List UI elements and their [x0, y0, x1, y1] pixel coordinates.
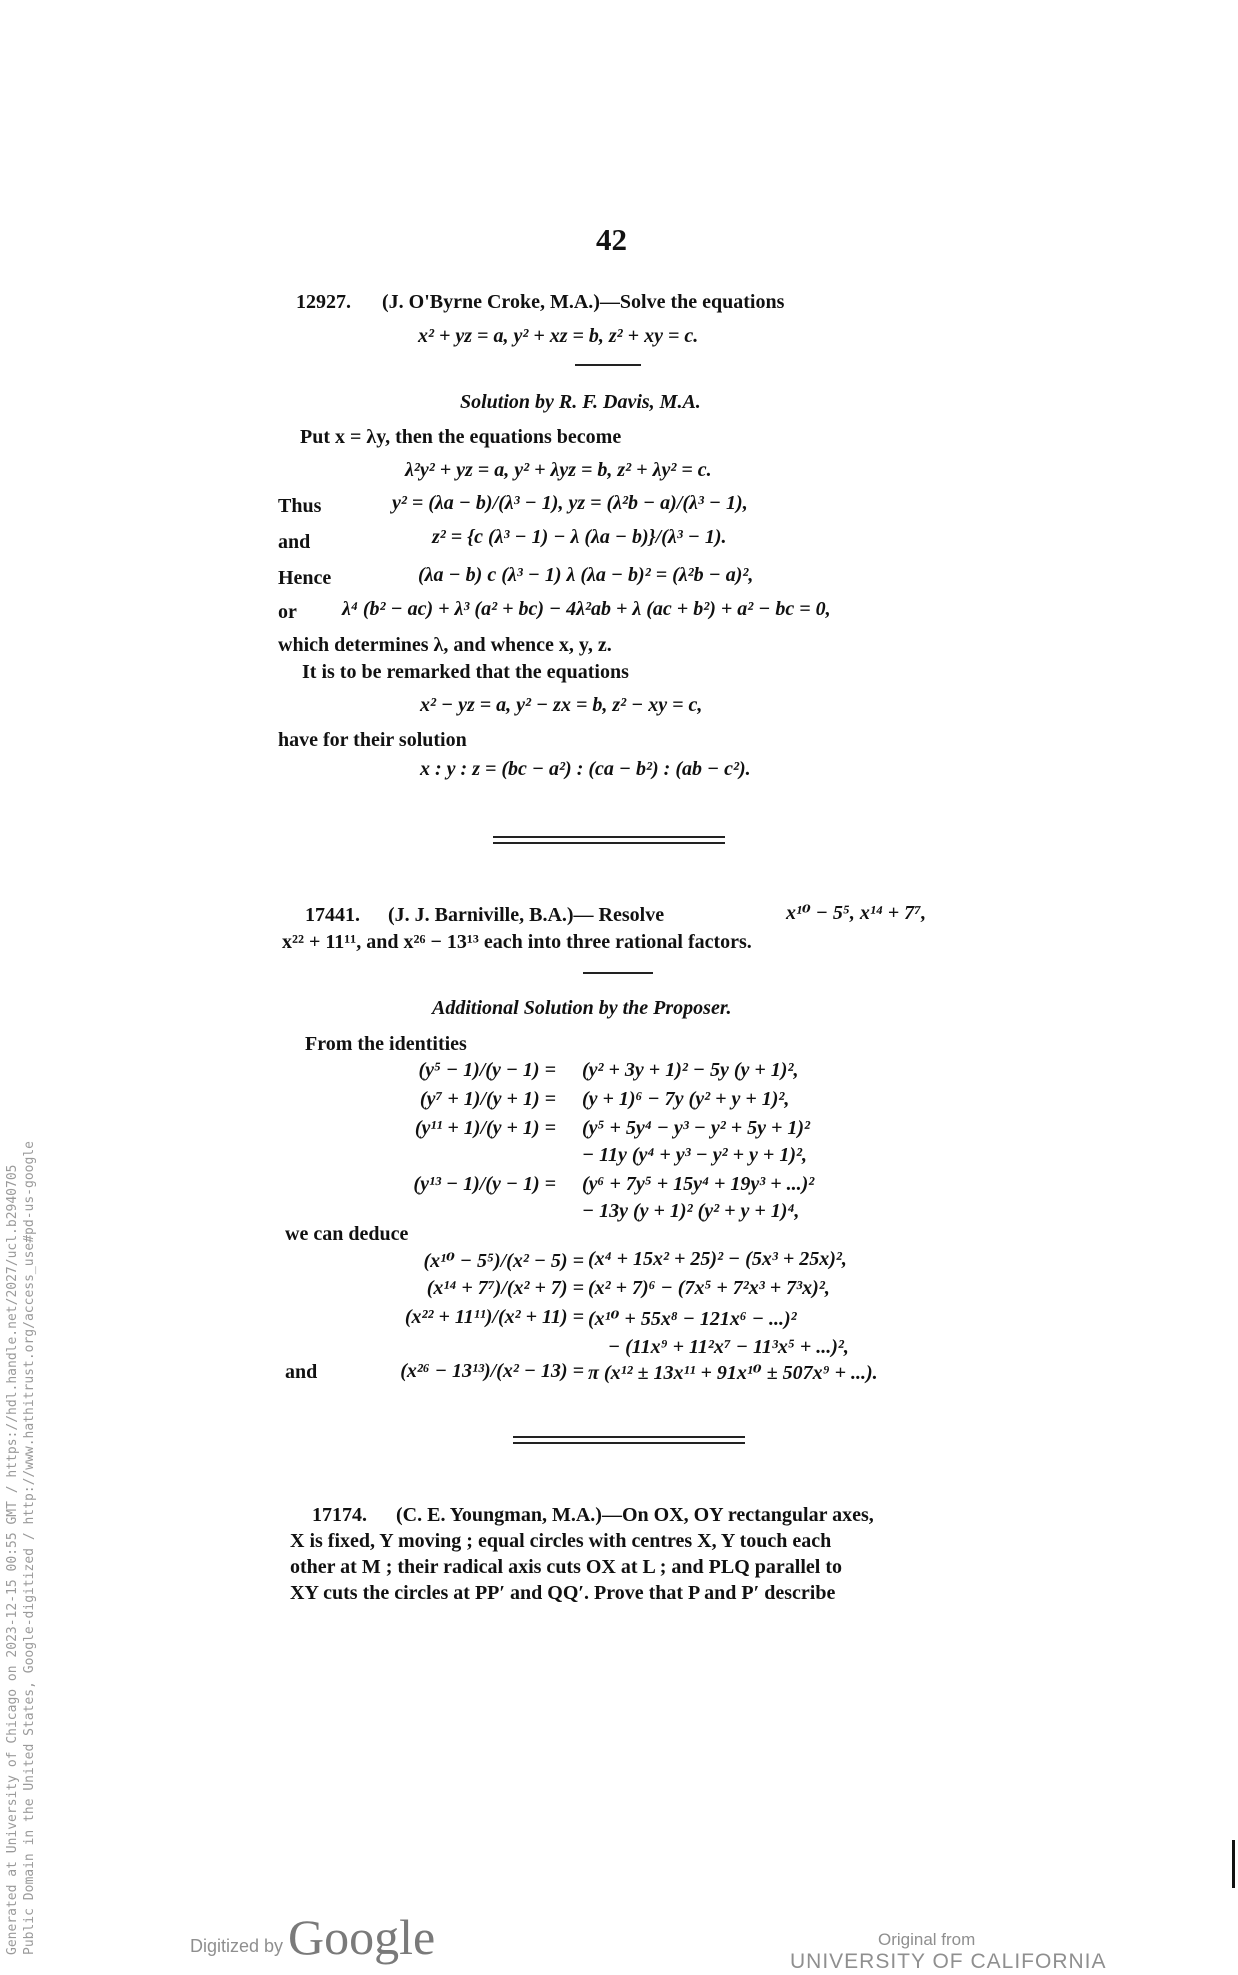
digitized-by-label: Digitized by	[190, 1936, 284, 1956]
text-line: It is to be remarked that the equations	[302, 661, 629, 683]
equation: λ⁴ (b² − ac) + λ³ (a² + bc) − 4λ²ab + λ (ac + b²) + a² − bc = 0,	[342, 598, 831, 620]
double-rule-bottom	[513, 1442, 745, 1444]
identity-rhs: − 13y (y + 1)² (y² + y + 1)⁴,	[582, 1200, 800, 1222]
original-from-label: Original from	[878, 1930, 976, 1949]
text-line: we can deduce	[285, 1223, 409, 1245]
identity-rhs: (y + 1)⁶ − 7y (y² + y + 1)²,	[582, 1088, 790, 1110]
equation: x² − yz = a, y² − zx = b, z² − xy = c,	[420, 694, 703, 716]
equation: (λa − b) c (λ³ − 1) λ (λa − b)² = (λ²b − a)²,	[418, 564, 754, 586]
label-thus: Thus	[278, 495, 322, 517]
problem-line: X is fixed, Y moving ; equal circles with centres X, Y touch each	[290, 1530, 832, 1552]
label-or: or	[278, 601, 297, 623]
google-logo: Google	[288, 1909, 436, 1965]
identity-lhs: (y⁵ − 1)/(y − 1) =	[418, 1059, 556, 1081]
deduction-rhs: − (11x⁹ + 11²x⁷ − 11³x⁵ + ...)²,	[608, 1336, 849, 1358]
identity-lhs: (y¹¹ + 1)/(y + 1) =	[414, 1117, 556, 1139]
scan-edge-mark	[1232, 1840, 1235, 1888]
identity-rhs: (y⁶ + 7y⁵ + 15y⁴ + 19y³ + ...)²	[582, 1173, 815, 1195]
text-line: Put x = λy, then the equations become	[300, 426, 622, 448]
text-line: From the identities	[305, 1033, 467, 1055]
problem-equations: x² + yz = a, y² + xz = b, z² + xy = c.	[418, 325, 699, 347]
deduction-lhs: (x²² + 11¹¹)/(x² + 11) =	[404, 1306, 584, 1328]
identity-lhs: (y⁷ + 1)/(y + 1) =	[419, 1088, 556, 1110]
watermark-line: Generated at University of Chicago on 2023-12-15 00:55 GMT / https://hdl.handle.net/2027/ucl.b2940705	[5, 1164, 20, 1955]
deduction-rhs: (x¹⁰ + 55x⁸ − 121x⁶ − ...)²	[588, 1308, 797, 1330]
deduction-lhs: (x¹⁰ − 5⁵)/(x² − 5) =	[423, 1250, 584, 1272]
deduction-lhs: (x²⁶ − 13¹³)/(x² − 13) =	[400, 1360, 584, 1382]
university-name: UNIVERSITY OF CALIFORNIA	[790, 1950, 1107, 1973]
problem-header-line2: x²² + 11¹¹, and x²⁶ − 13¹³ each into three rational factors.	[282, 931, 752, 953]
problem-number: 12927.	[296, 291, 351, 313]
identity-rhs: (y² + 3y + 1)² − 5y (y + 1)²,	[582, 1059, 799, 1081]
identity-rhs: − 11y (y⁴ + y³ − y² + y + 1)²,	[582, 1144, 807, 1166]
equation: z² = {c (λ³ − 1) − λ (λa − b)}/(λ³ − 1).	[432, 526, 727, 548]
deduction-rhs: (x² + 7)⁶ − (7x⁵ + 7²x³ + 7³x)²,	[588, 1277, 830, 1299]
page-number: 42	[596, 222, 627, 257]
identity-lhs: (y¹³ − 1)/(y − 1) =	[413, 1173, 556, 1195]
problem-number: 17174.	[312, 1504, 367, 1526]
equation: x : y : z = (bc − a²) : (ca − b²) : (ab − c²).	[420, 758, 751, 780]
short-rule	[575, 364, 641, 366]
text-line: have for their solution	[278, 729, 467, 751]
short-rule	[583, 972, 653, 974]
double-rule-top	[493, 836, 725, 838]
hathitrust-watermark	[4, 1141, 38, 1955]
problem-line: (C. E. Youngman, M.A.)—On OX, OY rectangular axes,	[396, 1504, 874, 1526]
label-and: and	[285, 1361, 318, 1383]
double-rule-bottom	[493, 842, 725, 844]
problem-header-math: x¹⁰ − 5⁵, x¹⁴ + 7⁷,	[786, 902, 927, 924]
identity-rhs: (y⁵ + 5y⁴ − y³ − y² + 5y + 1)²	[582, 1117, 811, 1139]
label-and: and	[278, 531, 311, 553]
problem-line: other at M ; their radical axis cuts OX at L ; and PLQ parallel to	[290, 1556, 843, 1578]
deduction-rhs: π (x¹² ± 13x¹¹ + 91x¹⁰ ± 507x⁹ + ...).	[588, 1362, 878, 1384]
deduction-rhs: (x⁴ + 15x² + 25)² − (5x³ + 25x)²,	[588, 1248, 847, 1270]
double-rule-top	[513, 1436, 745, 1438]
problem-number: 17441.	[305, 904, 360, 926]
problem-header: (J. J. Barniville, B.A.)— Resolve	[388, 904, 665, 926]
problem-header: (J. O'Byrne Croke, M.A.)—Solve the equations	[382, 291, 785, 313]
equation: y² = (λa − b)/(λ³ − 1), yz = (λ²b − a)/(λ³ − 1),	[392, 492, 748, 514]
watermark-line: Public Domain in the United States, Google-digitized / http://www.hathitrust.org/access_use#pd-us-google	[22, 1141, 37, 1955]
solution-title: Additional Solution by the Proposer.	[432, 997, 732, 1019]
text-line: which determines λ, and whence x, y, z.	[278, 634, 612, 656]
deduction-lhs: (x¹⁴ + 7⁷)/(x² + 7) =	[426, 1277, 584, 1299]
problem-line: XY cuts the circles at PP′ and QQ′. Prove that P and P′ describe	[290, 1582, 836, 1604]
equation: λ²y² + yz = a, y² + λyz = b, z² + λy² = c.	[405, 459, 712, 481]
label-hence: Hence	[278, 567, 332, 589]
solution-title: Solution by R. F. Davis, M.A.	[460, 391, 701, 413]
